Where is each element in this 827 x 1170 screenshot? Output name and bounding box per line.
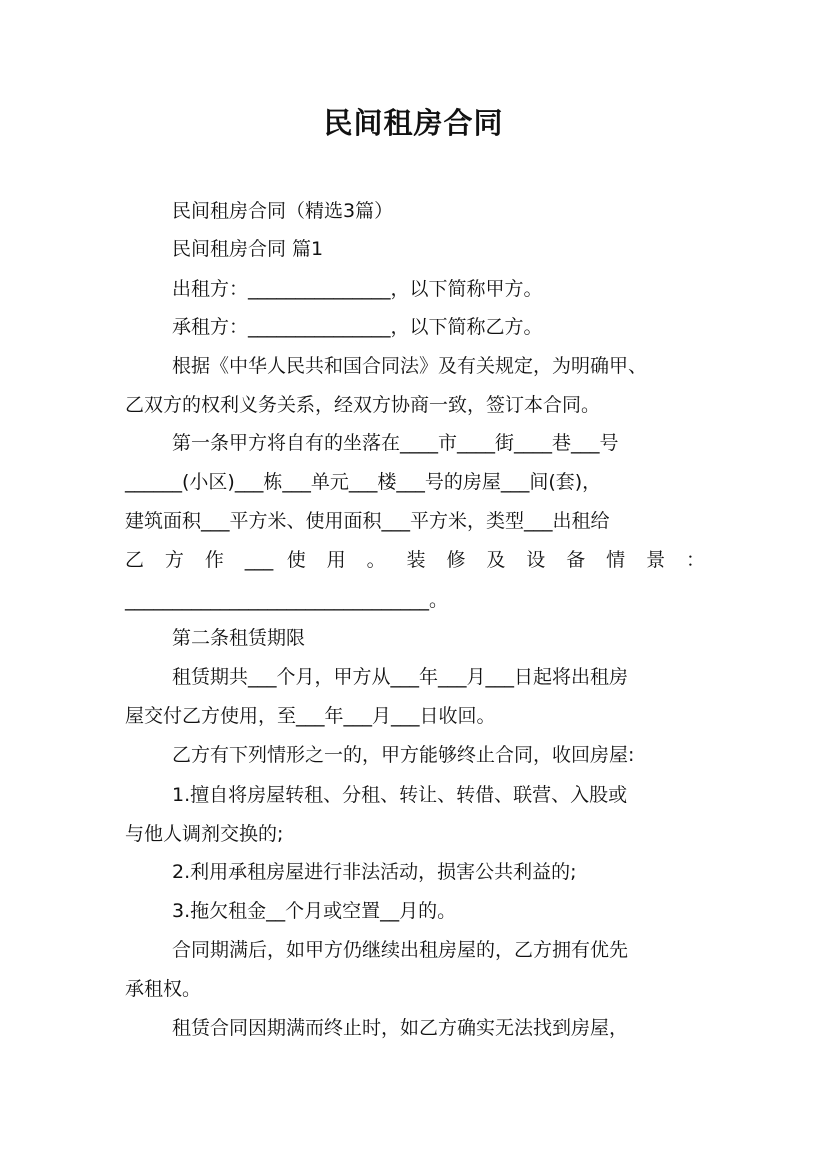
article-2-line-1: 租赁期共___个月，甲方从___年___月___日起将出租房 [172, 666, 629, 688]
termination-item-3: 3.拖欠租金__个月或空置__月的。 [172, 900, 457, 922]
article-1-line-4: 乙 方 作 ___ 使 用 。 装 修 及 设 备 情 景 ： [125, 549, 705, 571]
expiry-line-1: 租赁合同因期满而终止时，如乙方确实无法找到房屋， [172, 1017, 629, 1039]
termination-item-2: 2.利用承租房屋进行非法活动，损害公共利益的; [172, 861, 577, 883]
renewal-line-2: 承租权。 [125, 978, 202, 1000]
section-heading: 民间租房合同 篇1 [172, 238, 324, 260]
preamble-line-2: 乙双方的权利义务关系，经双方协商一致，签订本合同。 [125, 394, 601, 416]
renewal-line-1: 合同期满后，如甲方仍继续出租房屋的，乙方拥有优先 [172, 939, 629, 961]
lessee-line: 承租方：_______________，以下简称乙方。 [172, 316, 543, 338]
termination-item-1-line-1: 1.擅自将房屋转租、分租、转让、转借、联营、入股或 [172, 784, 628, 806]
preamble-line-1: 根据《中华人民共和国合同法》及有关规定，为明确甲、 [172, 355, 648, 377]
termination-intro: 乙方有下列情形之一的，甲方能够终止合同，收回房屋: [172, 744, 635, 766]
termination-item-1-line-2: 与他人调剂交换的; [125, 823, 284, 845]
article-2-heading: 第二条租赁期限 [172, 627, 306, 649]
subtitle-line: 民间租房合同（精选3篇） [172, 200, 394, 222]
article-2-line-2: 屋交付乙方使用，至___年___月___日收回。 [125, 705, 496, 727]
article-1-line-3: 建筑面积___平方米、使用面积___平方米，类型___出租给 [125, 510, 610, 532]
lessor-line: 出租方：_______________，以下简称甲方。 [172, 278, 543, 300]
article-1-line-5: ________________________________。 [125, 589, 449, 611]
article-1-line-1: 第一条甲方将自有的坐落在____市____街____巷___号 [172, 432, 619, 454]
article-1-line-2: ______(小区)___栋___单元___楼___号的房屋___间(套)， [125, 471, 602, 493]
document-title: 民间租房合同 [323, 106, 504, 140]
